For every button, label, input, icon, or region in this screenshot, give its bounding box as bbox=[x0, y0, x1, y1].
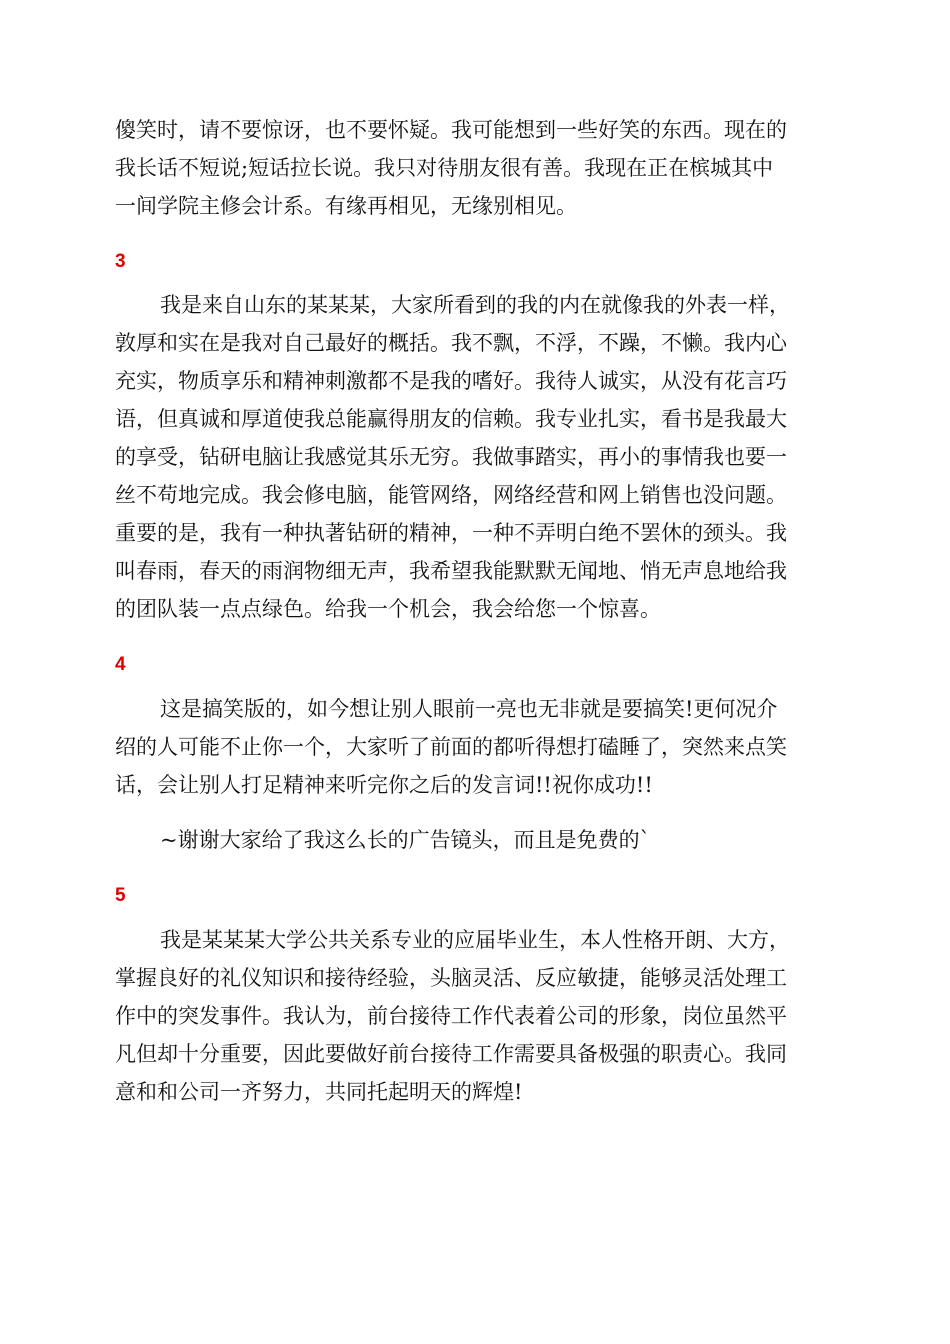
section-3-line-2: 敦厚和实在是我对自己最好的概括。我不飘，不浮，不躁，不懒。我内心 bbox=[115, 331, 787, 355]
paragraph-1-line-1: 傻笑时，请不要惊讶，也不要怀疑。我可能想到一些好笑的东西。现在的 bbox=[115, 118, 787, 142]
section-4-line-3: 话，会让别人打足精神来听完你之后的发言词!!祝你成功!! bbox=[115, 773, 653, 797]
section-number-3: 3 bbox=[115, 251, 126, 272]
section-3-line-6: 丝不苟地完成。我会修电脑，能管网络，网络经营和网上销售也没问题。 bbox=[115, 483, 787, 507]
section-5-line-3: 作中的突发事件。我认为，前台接待工作代表着公司的形象，岗位虽然平 bbox=[115, 1004, 787, 1028]
section-5-line-1: 我是某某某大学公共关系专业的应届毕业生，本人性格开朗、大方， bbox=[160, 928, 790, 952]
section-5-line-5: 意和和公司一齐努力，共同托起明天的辉煌! bbox=[115, 1080, 523, 1104]
section-3-line-9: 的团队装一点点绿色。给我一个机会，我会给您一个惊喜。 bbox=[115, 597, 661, 621]
section-4-line-2: 绍的人可能不止你一个，大家听了前面的都听得想打磕睡了，突然来点笑 bbox=[115, 735, 787, 759]
section-5-line-2: 掌握良好的礼仪知识和接待经验，头脑灵活、反应敏捷，能够灵活处理工 bbox=[115, 966, 787, 990]
section-number-5: 5 bbox=[115, 885, 126, 906]
section-3-line-8: 叫春雨，春天的雨润物细无声，我希望我能默默无闻地、悄无声息地给我 bbox=[115, 559, 787, 583]
section-4-line-1: 这是搞笑版的，如今想让别人眼前一亮也无非就是要搞笑!更何况介 bbox=[160, 697, 778, 721]
section-3-line-5: 的享受，钻研电脑让我感觉其乐无穷。我做事踏实，再小的事情我也要一 bbox=[115, 445, 787, 469]
paragraph-1-line-3: 一间学院主修会计系。有缘再相见，无缘别相见。 bbox=[115, 194, 577, 218]
section-3-line-7: 重要的是，我有一种执著钻研的精神，一种不弄明白绝不罢休的颈头。我 bbox=[115, 521, 787, 545]
section-3-line-3: 充实，物质享乐和精神刺激都不是我的嗜好。我待人诚实，从没有花言巧 bbox=[115, 369, 787, 393]
section-number-4: 4 bbox=[115, 654, 126, 675]
section-3-line-1: 我是来自山东的某某某，大家所看到的我的内在就像我的外表一样， bbox=[160, 293, 790, 317]
paragraph-1-line-2: 我长话不短说;短话拉长说。我只对待朋友很有善。我现在正在槟城其中 bbox=[115, 156, 774, 180]
section-5-line-4: 凡但却十分重要，因此要做好前台接待工作需要具备极强的职责心。我同 bbox=[115, 1042, 787, 1066]
section-3-line-4: 语，但真诚和厚道使我总能赢得朋友的信赖。我专业扎实，看书是我最大 bbox=[115, 407, 787, 431]
section-4-extra-line: ~谢谢大家给了我这么长的广告镜头，而且是免费的` bbox=[160, 828, 651, 852]
